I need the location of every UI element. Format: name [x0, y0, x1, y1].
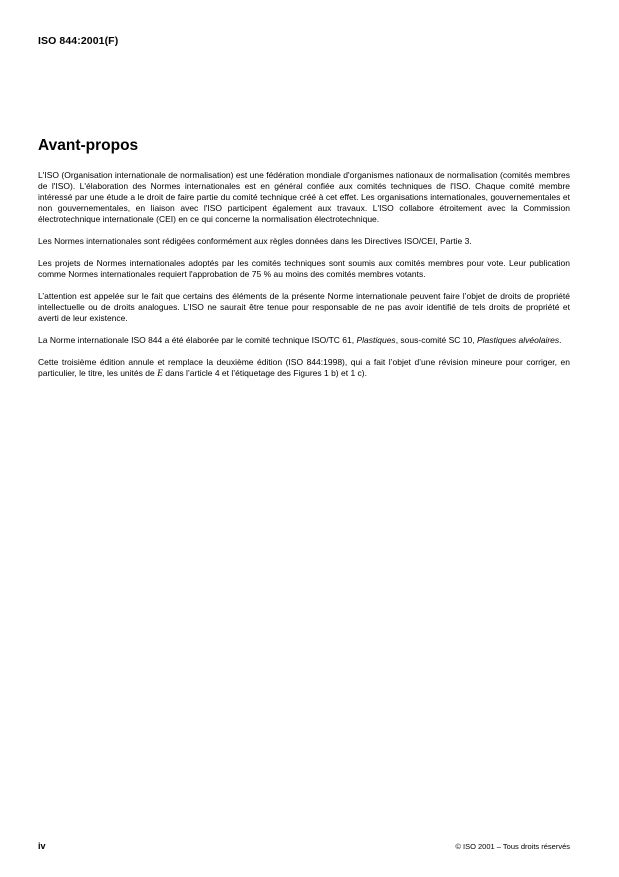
paragraph-directives: Les Normes internationales sont rédigées conformément aux règles données dans les Directives ISO/CEI, Partie 3.: [38, 236, 472, 246]
committee-text-middle: , sous-comité SC 10,: [395, 335, 477, 345]
copyright-notice: © ISO 2001 – Tous droits réservés: [455, 842, 570, 851]
subcommittee-name: Plastiques alvéolaires: [476, 335, 560, 345]
committee-text-start: La Norme internationale ISO 844 a été élaborée par le comité technique ISO/TC 61,: [38, 335, 357, 345]
committee-name-plastiques: Plastiques: [356, 335, 396, 345]
section-title: Avant-propos: [38, 137, 139, 154]
page-number: iv: [38, 841, 46, 851]
symbol-e: E: [157, 369, 163, 379]
paragraph-patent-rights: L’attention est appelée sur le fait que certains des éléments de la présente Norme internationale peuvent faire l’objet de droits de propriété intellectuelle ou de droits analogues. L’ISO ne saurait être tenue pour responsable de ne pas avoir identifié de tels droits de propriété et averti de leur existence.: [38, 291, 570, 323]
committee-text-end: .: [559, 335, 562, 345]
paragraph-voting: Les projets de Normes internationales adoptés par les comités techniques sont soumis aux comités membres pour vote. Leur publication comme Normes internationales requiert l'approbation de 75 % au moins des comités membres votants.: [38, 258, 570, 279]
paragraph-edition: [38, 357, 570, 380]
document-identifier: ISO 844:2001(F): [38, 35, 119, 47]
foreword-body: [38, 170, 570, 391]
edition-text-start: Cette troisième édition annule et remplace la deuxième édition (ISO 844:1998), qui a fait l’objet d’une révision mineure pour corriger, en particulier, le titre, les unités de: [38, 357, 570, 378]
edition-text-end: dans l’article 4 et l’étiquetage des Figures 1 b) et 1 c).: [162, 368, 367, 378]
paragraph-committee: [38, 335, 570, 346]
paragraph-iso-organisation: L'ISO (Organisation internationale de normalisation) est une fédération mondiale d'organismes nationaux de normalisation (comités membres de l'ISO). L'élaboration des Normes internationales est en général confiée aux comités techniques de l'ISO. Chaque comité membre intéressé par une étude a le droit de faire partie du comité technique créé à cet effet. Les organisations internationales, gouvernementales et non gouvernementales, en liaison avec l'ISO participent également aux travaux. L'ISO collabore étroitement avec la Commission électrotechnique internationale (CEI) en ce qui concerne la normalisation électrotechnique.: [38, 170, 570, 224]
